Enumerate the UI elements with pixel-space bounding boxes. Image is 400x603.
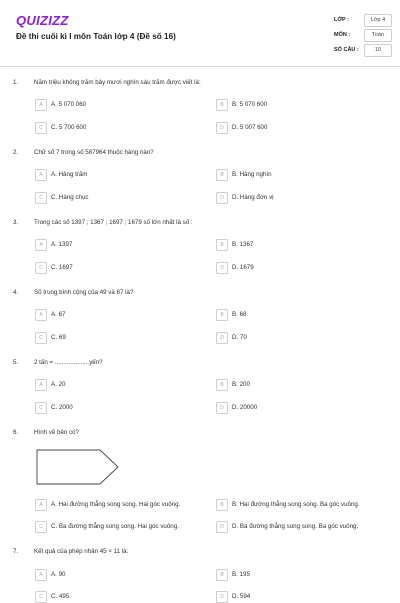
option-text: B. 195 bbox=[232, 570, 250, 578]
meta-count-value: 10 bbox=[364, 44, 392, 57]
option-letter-box: C bbox=[35, 402, 47, 414]
question-number: 4. bbox=[13, 289, 19, 296]
option-text: A. Hai đường thẳng song song. Hai góc vuông. bbox=[51, 500, 181, 508]
meta-grade bbox=[334, 14, 394, 28]
question-text: Trong các số 1397 ; 1367 ; 1697 ; 1679 số lớn nhất là số : bbox=[34, 219, 193, 226]
option-letter-box: C bbox=[35, 192, 47, 204]
question-text: Kết quả của phép nhân 45 × 11 là: bbox=[34, 548, 129, 555]
option-text: B. 1367 bbox=[232, 240, 254, 248]
question-text: 2 tấn = ....................yến? bbox=[34, 359, 103, 366]
option-text: B. 68 bbox=[232, 310, 247, 318]
meta-grade-value: Lớp 4 bbox=[364, 14, 392, 27]
question-text: Năm triệu không trăm bảy mươi nghìn sáu trăm được viết là: bbox=[34, 79, 201, 86]
option-letter-box: A bbox=[35, 169, 47, 181]
option-text: A. 90 bbox=[51, 570, 66, 578]
option-letter-box: C bbox=[35, 122, 47, 134]
option-letter-box: D bbox=[216, 192, 228, 204]
option-text: B. Hàng nghìn bbox=[232, 170, 272, 178]
option-text: D. Hàng đơn vị bbox=[232, 193, 274, 201]
meta-subject-label: MÔN : bbox=[334, 32, 351, 38]
option-text: D. 594 bbox=[232, 592, 251, 600]
option-letter-box: B bbox=[216, 239, 228, 251]
option-text: C. 69 bbox=[51, 333, 66, 341]
option-letter-box: C bbox=[35, 591, 47, 603]
quizizz-logo: QUIZIZZ bbox=[16, 13, 69, 28]
option-text: A. Hàng trăm bbox=[51, 170, 88, 178]
option-text: B. 200 bbox=[232, 380, 250, 388]
option-letter-box: C bbox=[35, 332, 47, 344]
header-divider bbox=[0, 66, 400, 67]
option-letter-box: C bbox=[35, 262, 47, 274]
meta-grade-label: LỚP : bbox=[334, 17, 349, 23]
option-text: C. Ba đường thẳng song song. Hai góc vuông. bbox=[51, 522, 179, 530]
option-letter-box: B bbox=[216, 569, 228, 581]
question-text: Số trung bình cộng của 49 và 87 là? bbox=[34, 289, 134, 296]
question-number: 5. bbox=[13, 359, 19, 366]
question-number: 1. bbox=[13, 79, 19, 86]
option-text: D. Ba đường thẳng song song. Ba góc vuông. bbox=[232, 522, 359, 530]
option-letter-box: A bbox=[35, 239, 47, 251]
option-text: B. 5 070 600 bbox=[232, 100, 268, 108]
option-letter-box: B bbox=[216, 169, 228, 181]
option-letter-box: D bbox=[216, 332, 228, 344]
option-text: A. 5 070 060 bbox=[51, 100, 87, 108]
meta-count bbox=[334, 44, 394, 58]
option-letter-box: D bbox=[216, 591, 228, 603]
meta-count-label: SỐ CÂU : bbox=[334, 47, 359, 53]
pentagon-figure bbox=[36, 449, 120, 485]
meta-subject bbox=[334, 29, 394, 43]
option-text: A. 20 bbox=[51, 380, 66, 388]
option-letter-box: D bbox=[216, 402, 228, 414]
option-text: B. Hai đường thẳng song song. Ba góc vuông. bbox=[232, 500, 360, 508]
option-letter-box: C bbox=[35, 521, 47, 533]
question-number: 7. bbox=[13, 548, 19, 555]
question-number: 2. bbox=[13, 149, 19, 156]
option-text: A. 67 bbox=[51, 310, 66, 318]
meta-subject-value: Toán bbox=[364, 29, 392, 42]
page-title: Đề thi cuối kì I môn Toán lớp 4 (Đề số 16) bbox=[16, 32, 176, 41]
question-text: Chữ số 7 trong số 587964 thuộc hàng nào? bbox=[34, 149, 154, 156]
option-text: A. 1397 bbox=[51, 240, 73, 248]
option-letter-box: A bbox=[35, 309, 47, 321]
option-letter-box: A bbox=[35, 99, 47, 111]
option-letter-box: D bbox=[216, 262, 228, 274]
option-letter-box: D bbox=[216, 122, 228, 134]
option-letter-box: A bbox=[35, 379, 47, 391]
option-text: C. 5 700 600 bbox=[51, 123, 87, 131]
option-letter-box: A bbox=[35, 569, 47, 581]
option-letter-box: D bbox=[216, 521, 228, 533]
option-letter-box: B bbox=[216, 309, 228, 321]
option-text: D. 70 bbox=[232, 333, 247, 341]
question-text: Hình vẽ bên có? bbox=[34, 429, 80, 436]
option-letter-box: B bbox=[216, 499, 228, 511]
option-text: C. 2000 bbox=[51, 403, 73, 411]
option-letter-box: B bbox=[216, 379, 228, 391]
question-number: 6. bbox=[13, 429, 19, 436]
option-text: C. 495 bbox=[51, 592, 70, 600]
option-text: D. 5 007 600 bbox=[232, 123, 268, 131]
option-text: D. 20000 bbox=[232, 403, 258, 411]
option-letter-box: B bbox=[216, 99, 228, 111]
option-text: C. Hàng chục bbox=[51, 193, 89, 201]
option-text: C. 1697 bbox=[51, 263, 73, 271]
option-text: D. 1679 bbox=[232, 263, 254, 271]
question-number: 3. bbox=[13, 219, 19, 226]
option-letter-box: A bbox=[35, 499, 47, 511]
worksheet-header bbox=[0, 0, 400, 64]
